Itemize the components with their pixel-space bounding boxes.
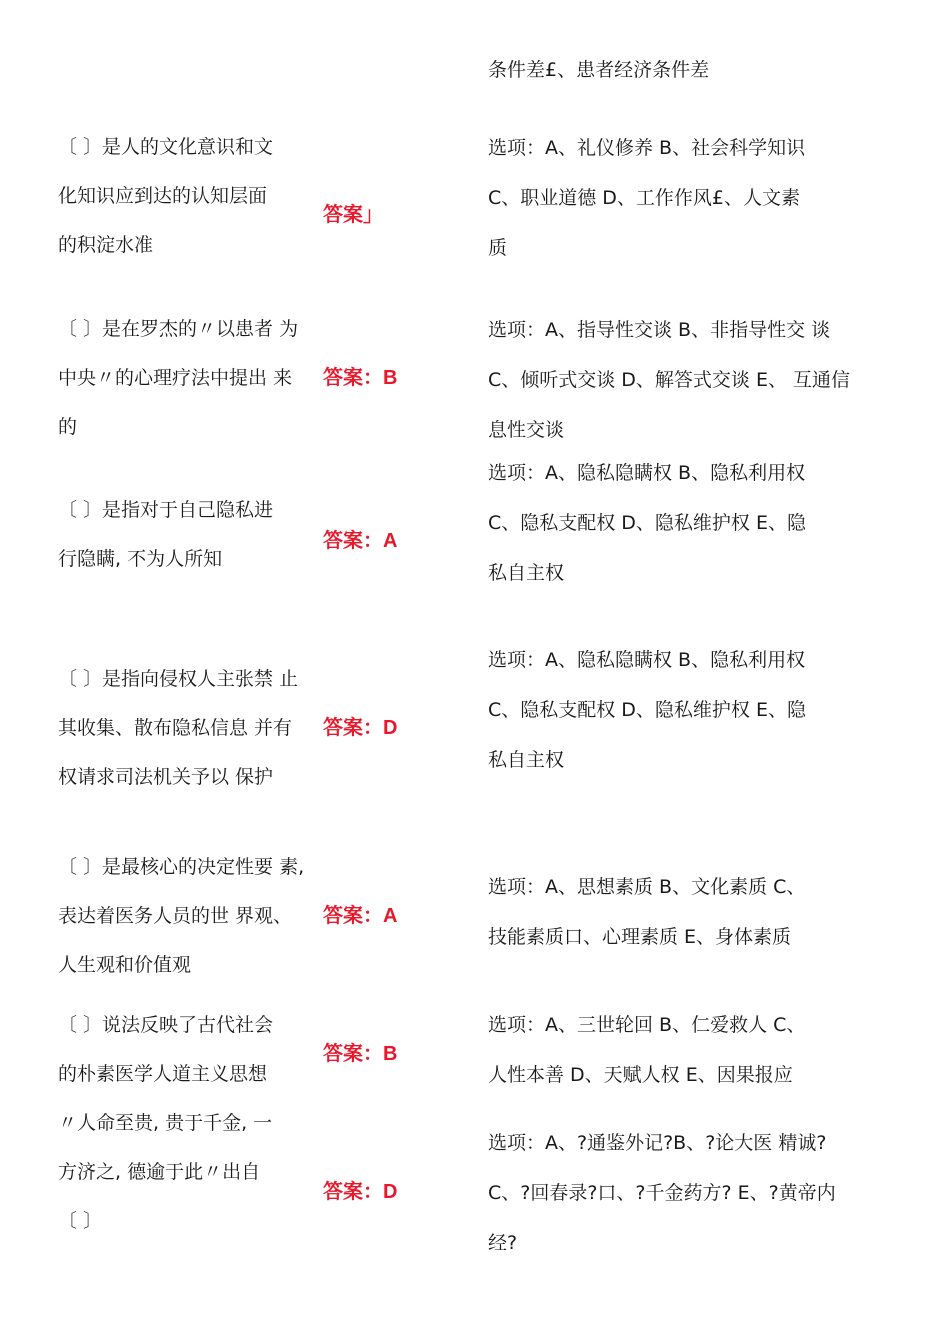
question-text <box>58 486 308 584</box>
question-line: 〔 〕是指对于自己隐私进 <box>58 499 274 521</box>
question-line: 人生观和价值观 <box>58 954 192 976</box>
question-line: 权请求司法机关予以 保护 <box>58 766 274 788</box>
options-text <box>488 635 928 785</box>
question-line: 其收集、散布隐私信息 并有 <box>58 717 293 739</box>
previous-options-continuation <box>488 45 928 95</box>
question-line: 方济之, 德逾于此〃出自 <box>58 1161 261 1183</box>
question-line: 〔 〕 <box>58 1210 103 1232</box>
question-line: 〔 〕是人的文化意识和文 <box>58 136 274 158</box>
answer-label: 答案：B <box>323 367 398 389</box>
option-line: 质 <box>488 237 508 259</box>
answer-label: 答案：D <box>323 717 398 739</box>
option-line: C、?回春录?口、?千金药方? E、?黄帝内 <box>488 1182 836 1204</box>
question-text <box>58 1099 308 1246</box>
question-line: 的朴素医学人道主义思想 <box>58 1063 268 1085</box>
question-line: 化知识应到达的认知层面 <box>58 185 268 207</box>
option-line: 选项：A、思想素质 B、文化素质 C、 <box>488 876 806 898</box>
option-line: 条件差£、患者经济条件差 <box>488 59 710 81</box>
question-text <box>58 123 308 270</box>
question-line: 行隐瞒, 不为人所知 <box>58 548 223 570</box>
question-text <box>58 1001 308 1099</box>
option-line: 息性交谈 <box>488 419 565 441</box>
question-line: 中央〃的心理疗法中提出 来 <box>58 367 293 389</box>
option-line: 选项：A、指导性交谈 B、非指导性交 谈 <box>488 319 831 341</box>
option-line: 私自主权 <box>488 749 565 771</box>
option-line: C、隐私支配权 D、隐私维护权 E、隐 <box>488 512 806 534</box>
option-line: 人性本善 D、天赋人权 E、因果报应 <box>488 1064 793 1086</box>
question-text <box>58 655 308 802</box>
options-text <box>488 862 928 962</box>
question-line: 〔 〕是在罗杰的〃以患者 为 <box>58 318 299 340</box>
options-text <box>488 1000 928 1100</box>
option-line: 选项：A、隐私隐瞒权 B、隐私利用权 <box>488 649 806 671</box>
option-line: C、隐私支配权 D、隐私维护权 E、隐 <box>488 699 806 721</box>
answer-label: 答案：B <box>323 1043 398 1065</box>
answer-label: 答案」 <box>323 204 383 226</box>
option-line: 选项：A、礼仪修养 B、社会科学知识 <box>488 137 806 159</box>
options-text <box>488 123 928 273</box>
answer-label: 答案：A <box>323 905 398 927</box>
option-line: 私自主权 <box>488 562 565 584</box>
option-line: 选项：A、三世轮回 B、仁爱救人 C、 <box>488 1014 806 1036</box>
question-line: 的 <box>58 416 78 438</box>
option-line: 选项：A、?通鉴外记?B、?论大医 精诚? <box>488 1132 827 1154</box>
question-line: 的积淀水准 <box>58 234 154 256</box>
answer-label: 答案：A <box>323 530 398 552</box>
question-line: 〃人命至贵, 贵于千金, 一 <box>58 1112 273 1134</box>
option-line: C、倾听式交谈 D、解答式交谈 E、 互通信 <box>488 369 851 391</box>
answer-label: 答案：D <box>323 1181 398 1203</box>
options-text <box>488 1118 928 1268</box>
option-line: 技能素质口、心理素质 E、身体素质 <box>488 926 792 948</box>
question-text <box>58 305 308 452</box>
question-line: 〔 〕说法反映了古代社会 <box>58 1014 274 1036</box>
options-text <box>488 305 928 455</box>
question-text <box>58 843 308 990</box>
option-line: 选项：A、隐私隐瞒权 B、隐私利用权 <box>488 462 806 484</box>
option-line: 经? <box>488 1232 518 1254</box>
question-line: 〔 〕是最核心的决定性要 素, <box>58 856 305 878</box>
question-line: 表达着医务人员的世 界观、 <box>58 905 293 927</box>
options-text <box>488 448 928 598</box>
option-line: C、职业道德 D、工作作风£、人文素 <box>488 187 801 209</box>
question-line: 〔 〕是指向侵权人主张禁 止 <box>58 668 299 690</box>
